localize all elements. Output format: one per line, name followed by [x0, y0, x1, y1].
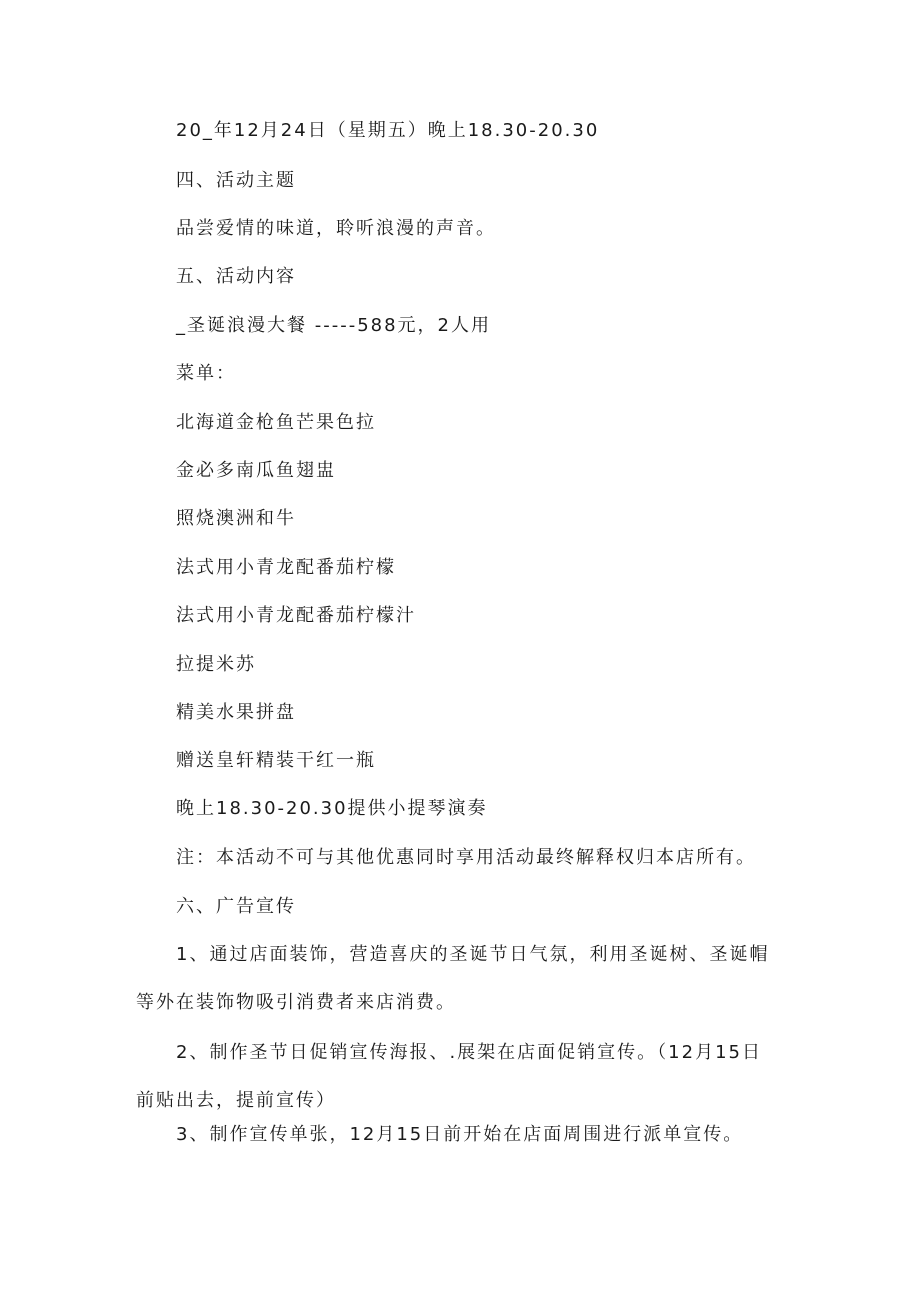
performance-line: 晚上18.30-20.30提供小提琴演奏: [176, 798, 488, 819]
menu-item: 拉提米苏: [176, 654, 256, 675]
advertising-item-2-line-1: 2、制作圣节日促销宣传海报、.展架在店面促销宣传。（12月15日: [176, 1042, 762, 1063]
advertising-item-1-line-2: 等外在装饰物吸引消费者来店消费。: [136, 992, 456, 1013]
advertising-item-2-line-2: 前贴出去，提前宣传）: [136, 1090, 336, 1111]
menu-item: 法式用小青龙配番茄柠檬: [176, 557, 396, 578]
advertising-item-1-line-1: 1、通过店面装饰，营造喜庆的圣诞节日气氛，利用圣诞树、圣诞帽: [176, 944, 770, 965]
menu-label: 菜单：: [176, 363, 236, 384]
section-heading-advertising: 六、广告宣传: [176, 896, 296, 917]
note-line: 注：本活动不可与其他优惠同时享用活动最终解释权归本店所有。: [176, 847, 756, 868]
dinner-package-line: _圣诞浪漫大餐 -----588元，2人用: [176, 315, 492, 336]
menu-item: 照烧澳洲和牛: [176, 508, 296, 529]
advertising-item-3-line: 3、制作宣传单张，12月15日前开始在店面周围进行派单宣传。: [176, 1124, 744, 1145]
theme-text: 品尝爱情的味道，聆听浪漫的声音。: [176, 218, 496, 239]
menu-item: 北海道金枪鱼芒果色拉: [176, 412, 376, 433]
menu-item: 金必多南瓜鱼翅盅: [176, 460, 336, 481]
section-heading-content: 五、活动内容: [176, 266, 296, 287]
menu-item: 法式用小青龙配番茄柠檬汁: [176, 605, 416, 626]
menu-item: 精美水果拼盘: [176, 702, 296, 723]
event-time-line: 20_年12月24日（星期五）晚上18.30-20.30: [176, 120, 600, 141]
menu-item: 赠送皇轩精装干红一瓶: [176, 750, 376, 771]
section-heading-theme: 四、活动主题: [176, 170, 296, 191]
